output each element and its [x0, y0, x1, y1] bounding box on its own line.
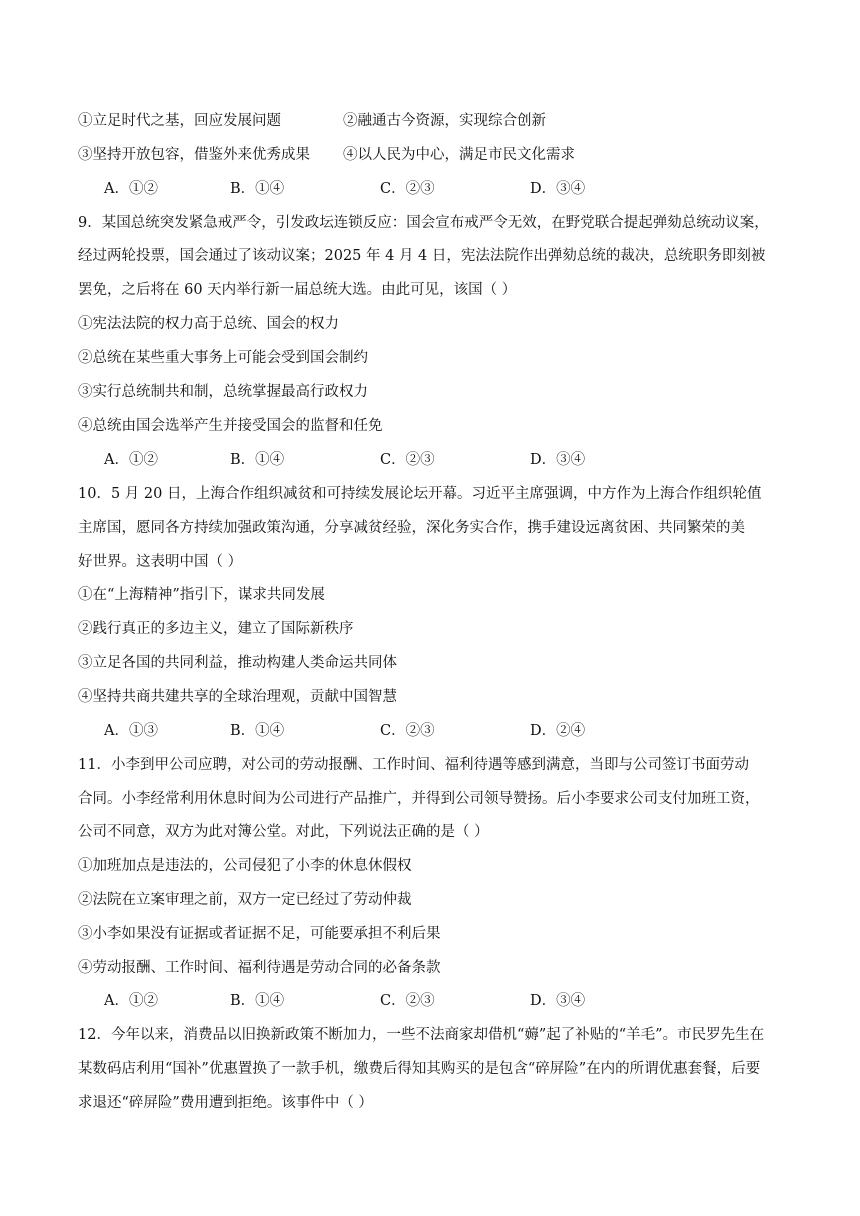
- q8-option-4: ④以人民为中心，满足市民文化需求: [343, 147, 575, 163]
- q10-choice-d: D．②④: [530, 723, 586, 739]
- q10-choice-c: C．②③: [380, 723, 435, 739]
- q10-option-2: ②践行真正的多边主义，建立了国际新秩序: [78, 621, 354, 637]
- q12-stem-line-3: 求退还“碎屏险”费用遭到拒绝。该事件中（ ）: [78, 1095, 373, 1111]
- q11-option-2: ②法院在立案审理之前，双方一定已经过了劳动仲裁: [78, 892, 412, 908]
- q8-choice-a: A．①②: [104, 181, 158, 197]
- q10-option-4: ④坚持共商共建共享的全球治理观，贡献中国智慧: [78, 689, 397, 705]
- q9-choice-d: D．③④: [530, 452, 586, 468]
- q11-option-4: ④劳动报酬、工作时间、福利待遇是劳动合同的必备条款: [78, 960, 441, 976]
- q11-stem-line-3: 公司不同意，双方为此对簿公堂。对此，下列说法正确的是（ ）: [78, 824, 489, 840]
- q11-choice-a: A．①②: [104, 993, 158, 1009]
- q10-option-3: ③立足各国的共同利益，推动构建人类命运共同体: [78, 655, 397, 671]
- q8-choice-d: D．③④: [530, 181, 586, 197]
- q8-option-1: ①立足时代之基，回应发展问题: [78, 113, 281, 129]
- q10-stem-line-2: 主席国，愿同各方持续加强政策沟通，分享减贫经验，深化务实合作，携手建设远离贫困、共同繁荣的美: [78, 520, 745, 536]
- q11-choice-c: C．②③: [380, 993, 435, 1009]
- q9-stem-line-3: 罢免，之后将在 60 天内举行新一届总统大选。由此可见，该国（ ）: [78, 282, 517, 298]
- q12-stem-line-1: 12．今年以来，消费品以旧换新政策不断加力，一些不法商家却借机“薅”起了补贴的“羊毛”。市民罗先生在: [78, 1027, 765, 1043]
- q10-option-1: ①在“上海精神”指引下，谋求共同发展: [78, 587, 325, 603]
- q9-option-1: ①宪法法院的权力高于总统、国会的权力: [78, 316, 339, 332]
- q9-choice-b: B．①④: [230, 452, 285, 468]
- q8-options-row-2: [78, 145, 575, 165]
- q9-option-4: ④总统由国会选举产生并接受国会的监督和任免: [78, 418, 383, 434]
- q9-choice-c: C．②③: [380, 452, 435, 468]
- q8-option-2: ②融通古今资源，实现综合创新: [343, 113, 546, 129]
- q12-stem-line-2: 某数码店利用“国补”优惠置换了一款手机，缴费后得知其购买的是包含“碎屏险”在内的所谓优惠套餐，后要: [78, 1061, 761, 1077]
- q11-choices: [104, 991, 664, 1011]
- q8-choices: [104, 179, 664, 199]
- q9-option-2: ②总统在某些重大事务上可能会受到国会制约: [78, 350, 368, 366]
- q8-choice-b: B．①④: [230, 181, 285, 197]
- q8-options-row-1: [78, 111, 546, 131]
- q9-choices: [104, 450, 664, 470]
- q9-option-3: ③实行总统制共和制，总统掌握最高行政权力: [78, 384, 368, 400]
- q10-choice-b: B．①④: [230, 723, 285, 739]
- q11-stem-line-2: 合同。小李经常利用休息时间为公司进行产品推广，并得到公司领导赞扬。后小李要求公司支付加班工资，: [78, 791, 760, 807]
- q11-choice-b: B．①④: [230, 993, 285, 1009]
- q8-option-3: ③坚持开放包容，借鉴外来优秀成果: [78, 147, 310, 163]
- q9-stem-line-2: 经过两轮投票，国会通过了该动议案；2025 年 4 月 4 日，宪法法院作出弹劾总统的裁决，总统职务即刻被: [78, 248, 766, 264]
- q11-option-1: ①加班加点是违法的，公司侵犯了小李的休息休假权: [78, 858, 412, 874]
- q10-stem-line-3: 好世界。这表明中国（ ）: [78, 554, 243, 570]
- q10-stem-line-1: 10．5 月 20 日，上海合作组织减贫和可持续发展论坛开幕。习近平主席强调，中方作为上海合作组织轮值: [78, 486, 762, 502]
- q11-option-3: ③小李如果没有证据或者证据不足，可能要承担不利后果: [78, 926, 441, 942]
- q10-choice-a: A．①③: [104, 723, 158, 739]
- q10-choices: [104, 721, 664, 741]
- q11-stem-line-1: 11．小李到甲公司应聘，对公司的劳动报酬、工作时间、福利待遇等感到满意，当即与公司签订书面劳动: [78, 757, 749, 773]
- q11-choice-d: D．③④: [530, 993, 586, 1009]
- q9-stem-line-1: 9．某国总统突发紧急戒严令，引发政坛连锁反应：国会宣布戒严令无效，在野党联合提起弹劾总统动议案，: [78, 215, 769, 231]
- q8-choice-c: C．②③: [380, 181, 435, 197]
- q9-choice-a: A．①②: [104, 452, 158, 468]
